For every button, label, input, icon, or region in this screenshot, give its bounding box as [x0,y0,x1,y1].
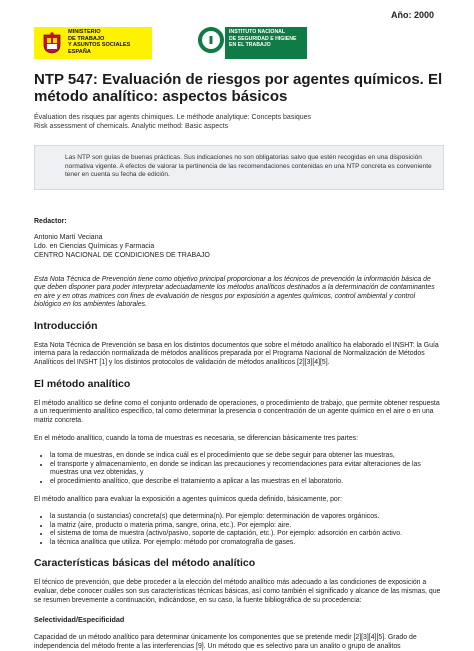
document-body [34,71,444,651]
ministry-logo [34,27,152,59]
subtitle-english: Risk assessment of chemicals. Analytic method: Basic aspects [34,123,229,130]
list-item: • el transporte y almacenamiento, en donde se indican las precauciones y recomendaciones para evitar alteraciones de las muestras una vez obtenidas, y [50,461,444,478]
paragraph: El técnico de prevención, que debe proceder a la elección del método analítico más adecuado a las condiciones de exposición a evaluar, debe conocer cuáles son sus características técnicas básicas, así como también el significado y alcance de las mismas, que se resumen brevemente a continuación, indicándose, en su caso, la fuente bibliográfica de su procedencia: [34,579,441,604]
list-item: • la técnica analítica que utiliza. Por ejemplo: método por cromatografía de gases. [50,539,444,548]
paragraph: Capacidad de un método analítico para determinar únicamente los componentes que se pretende medir [2][3][4][5]. Grado de independencia del método frente a las interferencias [9]. Un método que es selectivo para un analito o grupo de analitos [34,634,417,650]
paragraph: En el método analítico, cuando la toma de muestras es necesaria, se diferencian básicamente tres partes: [34,435,359,443]
method-parts-list [34,452,444,486]
list-item: • el procedimiento analítico, que describe el tratamiento a aplicar a las muestras en el laboratorio. [50,478,444,487]
subtitles [34,113,444,131]
redactor-label: Redactor: [34,217,67,225]
list-item: • la toma de muestras, en donde se indica cuál es el procedimiento que se debe seguir para obtener las muestras, [50,452,444,461]
section-heading-caracteristicas: Características básicas del método analítico [34,557,256,570]
ministry-line: DE TRABAJO [68,35,105,42]
redactor-center: CENTRO NACIONAL DE CONDICIONES DE TRABAJO [34,251,210,259]
institute-line: EN EL TRABAJO [229,42,271,48]
subtitle-french: Évaluation des risques par agents chimiques. Le méthode analytique: Concepts basiques [34,114,312,121]
ministry-name [68,29,150,56]
list-item: • la matriz (aire, producto o materia prima, sangre, orina, etc.). Por ejemplo: aire. [50,522,444,531]
section-heading-metodo: El método analítico [34,377,131,390]
paragraph: Esta Nota Técnica de Prevención se basa en los distintos documentos que sobre el método analítico ha elaborado el INSHT: la Guía interna para la redacción normalizada de métodos analíticos preparada por el Programa Nacional de Normalización de Métodos Analíticos del INSHT [1] y los distintos protocolos de validación de métodos analíticos [2][3][4][5]. [34,341,439,367]
ministry-line: MINISTERIO [68,29,101,35]
paragraph: El método analítico se define como el conjunto ordenado de operaciones, o procedimiento de trabajo, que permite obtener respuesta a un requerimiento analítico específico, tal como determinar la presencia o concentración de un agente químico en el aire o en una matriz concreta. [34,399,440,424]
list-item: • la sustancia (o sustancias) concreta(s) que determina(n). Por ejemplo: determinación de vapores orgánicos. [50,513,444,522]
method-definition-list [34,513,444,547]
header-logos [34,27,444,59]
ministry-line: ESPAÑA [68,49,91,56]
redactor-name: Antonio Martí Veciana [34,233,103,241]
subsection-heading: Selectividad/Especificidad [34,615,125,625]
ntp-notice: Las NTP son guías de buenas prácticas. Sus indicaciones no son obligatorias salvo que estén recogidas en una disposición normativa vigente. A efectos de valorar la pertinencia de las recomendaciones contenidas en una NTP concreta es conveniente tener en cuenta su fecha de edición. [34,145,444,190]
institute-name [229,29,309,49]
insht-logo [198,27,310,59]
institute-line: DE SEGURIDAD E HIGIENE [229,35,297,42]
coat-of-arms-icon [40,31,64,55]
ministry-line: Y ASUNTOS SOCIALES [68,42,131,49]
section-heading-introduccion: Introducción [34,319,98,332]
paragraph: El método analítico para evaluar la exposición a agentes químicos queda definido, básicamente, por: [34,496,342,504]
insht-emblem-icon [198,27,224,53]
redactor-degree: Ldo. en Ciencias Químicas y Farmacia [34,242,155,250]
edition-year: Año: 2000 [390,10,434,20]
redactor-info [34,233,444,260]
institute-line: INSTITUTO NACIONAL [229,29,286,35]
intro-abstract: Esta Nota Técnica de Prevención tiene como objetivo principal proporcionar a los técnicos de prevención la información básica de que deben disponer para poder interpretar adecuadamente los métodos analíticos destinados a la determinación de contaminantes en aire y en otras matrices con fines de evaluación de riesgos por exposición a agentes químicos, control ambiental y control biológico en los ambientes laborales. [34,275,435,309]
list-item: • el sistema de toma de muestra (activo/pasivo, soporte de captación, etc.). Por ejemplo: adsorción en carbón activo. [50,530,444,539]
document-title: NTP 547: Evaluación de riesgos por agentes químicos. El método analítico: aspectos básicos [34,71,443,105]
